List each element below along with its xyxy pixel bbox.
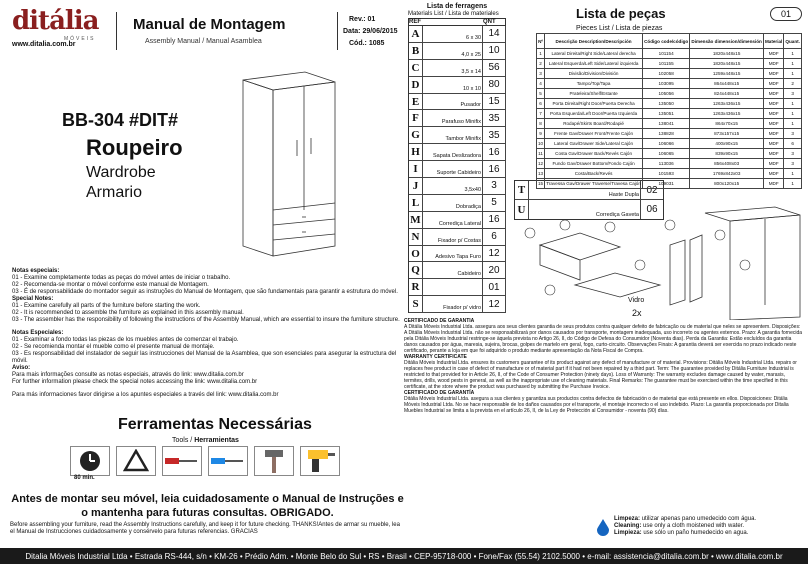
- hardware-qty: 12: [488, 298, 500, 310]
- note-en-1: 01 - Examine carefully all parts of the furniture before starting the work.: [12, 303, 201, 309]
- hardware-desc: Tambor Minifix: [423, 127, 483, 143]
- hardware-subtitle: Materials List / Lista de materiales: [408, 11, 499, 17]
- parts-cell: MDF: [763, 149, 783, 159]
- hardware-extra-desc: Haste Dupla: [529, 181, 641, 199]
- hardware-row: [409, 110, 506, 127]
- hardware-ref: G: [409, 127, 423, 143]
- hardware-qty: 80: [488, 79, 500, 91]
- parts-header-cell: Material: [763, 34, 783, 49]
- hardware-qty: 12: [488, 248, 500, 260]
- hardware-qty: 16: [488, 214, 500, 226]
- parts-cell: 1: [784, 119, 802, 129]
- product-code: BB-304 #DIT#: [62, 110, 179, 130]
- parts-row: [537, 69, 802, 79]
- note-pt-3: 03 - É de responsabilidade do montador seguir as instruções do Manual de Montagem, que são fundamentais para garantir a estrutura do móvel.: [12, 289, 398, 295]
- wardrobe-illustration: [225, 60, 345, 260]
- parts-row: [537, 139, 802, 149]
- brand-name: ditália: [12, 6, 99, 36]
- parts-cell: 11: [537, 149, 545, 159]
- hardware-ref: Q: [409, 262, 423, 278]
- footer-bar: [0, 548, 808, 564]
- hardware-desc: Cabideiro: [423, 262, 483, 278]
- parts-header-cell: Descrição Description/Descripción: [545, 34, 643, 49]
- parts-cell: MDF: [763, 139, 783, 149]
- hardware-desc: Corrediça Lateral: [423, 212, 483, 228]
- note-es-3: 03 - Es responsabilidad del instalador de seguir las instrucciones del Manual de la Asamblea, que son esenciales para asegurar la estructura del móvil.: [12, 351, 397, 364]
- hardware-qty: 16: [488, 163, 500, 175]
- hardware-qty: 10: [488, 45, 500, 57]
- note-pt-1: 01 - Examine completamente todas as peças do móvel antes de iniciar o trabalho.: [12, 275, 231, 281]
- assembly-time: 80 min.: [74, 475, 95, 481]
- parts-cell: 1: [784, 59, 802, 69]
- parts-cell: 1263x436x15: [690, 99, 764, 109]
- clean-en-label: Cleaning:: [614, 523, 642, 529]
- hardware-row: [409, 178, 506, 195]
- parts-cell: 1820x448x15: [690, 59, 764, 69]
- product-name-pt: Roupeiro: [86, 135, 183, 160]
- hardware-qty: 01: [488, 281, 500, 293]
- parts-cell: 3: [784, 129, 802, 139]
- parts-cell: MDF: [763, 59, 783, 69]
- parts-cell: MDF: [763, 129, 783, 139]
- hardware-ref: I: [409, 161, 423, 177]
- parts-cell: 3: [537, 69, 545, 79]
- code: Cód.: 1085: [349, 40, 385, 47]
- warning-pt: Antes de montar seu móvel, leia cuidadosamente o Manual de Instruções e o mantenha para futuras consultas. OBRIGADO.: [11, 493, 404, 519]
- note-es-2: 02 - Se recomienda montar el mueble como el presente manual de montaje.: [12, 344, 215, 350]
- screwdriver-icon: [162, 446, 202, 476]
- parts-cell: 135050: [643, 99, 690, 109]
- hardware-extra-qty: 06: [646, 204, 658, 215]
- parts-cell: 1: [784, 99, 802, 109]
- parts-cell: Lateral Direita/Right Side/Lateral derecha: [545, 49, 643, 59]
- parts-row: [537, 59, 802, 69]
- parts-cell: MDF: [763, 89, 783, 99]
- exploded-diagram: [520, 205, 805, 320]
- parts-cell: 102058: [643, 69, 690, 79]
- parts-cell: 824x448x15: [690, 89, 764, 99]
- parts-row: [537, 89, 802, 99]
- parts-cell: Porta Esquerda/Left Door/Puerta Izquierda: [545, 109, 643, 119]
- hardware-ref: A: [409, 26, 423, 42]
- parts-header-cell: Nº: [537, 34, 545, 49]
- hardware-row: [409, 161, 506, 178]
- parts-cell: 6: [537, 99, 545, 109]
- clean-es-label: Limpieza:: [614, 530, 642, 536]
- note-en-3: 03 - The assembler has the responsibility of following the instructions of the Assembly Manual, which are essential to insure the furniture structure.: [12, 317, 400, 323]
- product-name-en: Wardrobe: [86, 164, 156, 181]
- tools-subtitle-b: Herramientas: [194, 437, 239, 444]
- date: Data: 29/06/2015: [343, 28, 398, 35]
- hardware-qty: 3: [491, 180, 497, 192]
- clock-icon: [70, 446, 110, 476]
- warranty-en-text: Ditália Móveis Industrial Ltda. ensures its customers guarantee of its product against any defect of manufacture or of material. Provisions: Ditália Móveis Industrial Ltda. repairs or replaces free product in case of defect of manufacture or of material part if it had not been repaired by a third part. Term: The guarantee provided by Ditália Furniture Industrial is restricted to that provided for in Article 26, II, of the Code of Consumer Protection (ninety days). Loss of Warranty: The warranty excludes damage caused by water, marasis, termites, drills, wood pests in general, as well as the inappropriate use of cleaning materials. Final Remarks: The guarantee must be exercised within the time specified in this certificate, at the store where the product was purchased by submitting the Purchase Invoice.: [404, 360, 797, 390]
- glass-qty: 2x: [632, 308, 642, 318]
- hardware-desc: 3,5x40: [423, 178, 483, 194]
- notice-pt: Para mais informações consulte as notas especiais, através do link: www.ditalia.com.br: [12, 372, 244, 378]
- hardware-desc: 10 x 10: [423, 77, 483, 93]
- parts-cell: 1259x448x15: [690, 69, 764, 79]
- parts-cell: Frente Gav/Drawer Front/Frente Cajón: [545, 129, 643, 139]
- parts-cell: MDF: [763, 109, 783, 119]
- footer-text: Ditalia Móveis Industrial Ltda • Estrada RS-444, s/n • KM-26 • Prédio Adm. • Monte Belo do Sul • RS • Brasil • CEP-95718-000 • Fone/Fax (55.54) 2102.5000 • e-mail: assistencia@ditalia.com.br • www.ditalia.com.br: [25, 551, 783, 561]
- parts-row: [537, 109, 802, 119]
- parts-cell: MDF: [763, 159, 783, 169]
- parts-cell: 400x90x15: [690, 139, 764, 149]
- parts-cell: 106066: [643, 139, 690, 149]
- header-box: [116, 12, 406, 50]
- parts-cell: 3: [784, 89, 802, 99]
- hardware-row: [409, 296, 506, 313]
- hardware-row: [409, 246, 506, 263]
- parts-cell: Porta Direita/Right Door/Puerta Derecha: [545, 99, 643, 109]
- parts-cell: 2: [537, 59, 545, 69]
- parts-cell: MDF: [763, 69, 783, 79]
- hardware-ref: B: [409, 43, 423, 59]
- parts-cell: 13: [537, 169, 545, 179]
- parts-cell: MDF: [763, 79, 783, 89]
- tools-title: Ferramentas Necessárias: [118, 416, 312, 433]
- warning-en-es: Before assembling your furniture, read the Assembly Instructions carefully, and keep it for future checking. THANKS!Antes de armar su mueble, lea el Manual de Instrucciones cuidadosamente y consérvelo para futuras referencias. GRACIAS: [10, 522, 400, 535]
- parts-row: [537, 119, 802, 129]
- hardware-ref: L: [409, 195, 423, 211]
- hardware-ref: H: [409, 144, 423, 160]
- hardware-ref: D: [409, 77, 423, 93]
- clean-es: use sólo un paño humedecido en agua.: [643, 530, 749, 536]
- hardware-ref: R: [409, 279, 423, 295]
- assembly-warning: [10, 492, 405, 536]
- parts-list: [536, 6, 802, 189]
- brand-tagline: MÓVEIS: [64, 36, 96, 42]
- hardware-desc: Fixador p/ vidro: [423, 296, 483, 312]
- parts-table: [536, 33, 802, 189]
- hardware-title: Lista de ferragens: [426, 3, 488, 10]
- parts-cell: 8: [537, 119, 545, 129]
- hardware-row: [409, 279, 506, 296]
- parts-cell: 1820x448x15: [690, 49, 764, 59]
- parts-cell: 7: [537, 109, 545, 119]
- parts-row: [537, 79, 802, 89]
- parts-cell: MDF: [763, 119, 783, 129]
- parts-header-cell: Código code/código: [643, 34, 690, 49]
- hardware-ref: S: [409, 296, 423, 312]
- hardware-desc: 4,0 x 25: [423, 43, 483, 59]
- hardware-row: [409, 195, 506, 212]
- hardware-desc: 6 x 30: [423, 26, 483, 42]
- hardware-desc: [423, 279, 483, 295]
- hardware-ref: M: [409, 212, 423, 228]
- parts-cell: 1: [784, 49, 802, 59]
- hardware-ref: F: [409, 110, 423, 126]
- parts-cell: Costa Gav/Drawer Back/Revés Cajón: [545, 149, 643, 159]
- warranty-es-text: Ditália Móveis Industrial Ltda. asegura a sus clientes y garantiza sus productos contra defectos de fabricación o de material que está presente en ellos. Disposiciones: Ditália Móveis Industrial Ltda. No se hace responsable de los daños causados por el transporte, el montaje incorrecto o el uso indebido. Plazo: La garantía proporcionada por Ditalia Muebles Industrial se limita a la prevista en el artículo 26, II, de la Ley de Protección al Consumidor - noventa (90) días.: [404, 396, 789, 414]
- parts-cell: 103095: [643, 79, 690, 89]
- hammer-icon: [254, 446, 294, 476]
- warranty-text: A Ditália Móveis Industrial Ltda. assegura aos seus clientes garantia de seus produtos contra qualquer defeito de fabricação ou de material que neles se apresentem. Disposições: A Ditália Móveis Industrial Ltda. não se responsabilizará por danos causados por transporte, montagem inadequada, uso incorreto ou agentes externos. Prazo: A garantia fornecida pela Ditália Móveis Industrial restringe-se àquela prevista no Artigo 26, II, do Código de Defesa do Consumidor (Noventa dias). Perda da Garantia: Estão excluídos da garantia danos causados por água, maresia, sujeira, brocas, golpes de martelo em geral, fogo, curto-circuito. Observações Finais: A garantia deverá ser exercida no prazo indicado neste certificado, perante a loja em que foi adquirido o produto mediante apresentação da Nota Fiscal de Compra.: [404, 324, 803, 354]
- hardware-row: [409, 26, 506, 43]
- notes-pt-title: Notas especiais:: [12, 268, 60, 274]
- hardware-row: [409, 262, 506, 279]
- note-en-2: 02 - It is recommended to assemble the furniture as explained in this assembly manual.: [12, 310, 244, 316]
- parts-cell: 856x408x03: [690, 159, 764, 169]
- parts-cell: 1769x842x03: [690, 169, 764, 179]
- parts-cell: Rodapé/Skirts Board/Rodapié: [545, 119, 643, 129]
- parts-header-cell: Dimensão dimension/dimensión: [690, 34, 764, 49]
- hardware-row: [409, 77, 506, 94]
- parts-row: [537, 149, 802, 159]
- hardware-qty: 16: [488, 146, 500, 158]
- parts-cell: 12: [537, 159, 545, 169]
- hardware-qty: 15: [488, 96, 500, 107]
- hardware-extra-desc: Corrediça Gaveta: [529, 200, 641, 219]
- hardware-desc: 3,5 x 14: [423, 60, 483, 76]
- parts-cell: 101155: [643, 59, 690, 69]
- parts-cell: Divisão/Division/División: [545, 69, 643, 79]
- hardware-qty: 5: [491, 197, 497, 209]
- parts-cell: 138828: [643, 129, 690, 139]
- hardware-desc: Adesivo Tapa Furo: [423, 246, 483, 262]
- hardware-qty: 56: [488, 62, 500, 74]
- parts-cell: Lateral Esquerda/Left Side/Lateral izquierda: [545, 59, 643, 69]
- hardware-row: [409, 60, 506, 77]
- notice-es: Para más informaciones favor dirigirse a los apuntes especiales a través del link: www.ditalia.com.br: [12, 392, 279, 398]
- parts-subtitle: Pieces List / Lista de piezas: [576, 25, 663, 32]
- phillips-screwdriver-icon: [208, 446, 248, 476]
- notes-section: [12, 268, 402, 399]
- cleaning-box: [596, 516, 802, 537]
- parts-cell: 3: [784, 159, 802, 169]
- hardware-ref: O: [409, 246, 423, 262]
- hardware-qty: 6: [491, 231, 497, 243]
- parts-cell: Costa/Back/Revés: [545, 169, 643, 179]
- parts-cell: MDF: [763, 169, 783, 179]
- parts-header-cell: Quant.: [784, 34, 802, 49]
- parts-cell: 1263x436x15: [690, 109, 764, 119]
- parts-cell: 1: [784, 69, 802, 79]
- parts-cell: Tampo/Top/Tapa: [545, 79, 643, 89]
- parts-cell: 9: [537, 129, 545, 139]
- parts-cell: 1: [784, 109, 802, 119]
- tools-row: [70, 446, 340, 476]
- hardware-list: [408, 2, 506, 313]
- parts-cell: Lateral Gav/Drawer Side/Lateral Cajón: [545, 139, 643, 149]
- parts-cell: MDF: [763, 179, 783, 189]
- drill-icon: [300, 446, 340, 476]
- parts-title: Lista de peças: [576, 6, 666, 21]
- parts-cell: 101154: [643, 49, 690, 59]
- notice-en: For further information please check the special notes accessing the link: www.ditalia.com.br: [12, 379, 258, 385]
- hardware-qty: 35: [488, 129, 500, 141]
- parts-cell: 5: [537, 89, 545, 99]
- parts-cell: Fundo Gav/Drawer Bottom/Fondo Cajón: [545, 159, 643, 169]
- warranty-section: [404, 318, 804, 516]
- warranty-en-title: WARRANTY CERTIFICATE: [404, 354, 467, 360]
- hardware-desc: Suporte Cabideiro: [423, 161, 483, 177]
- clean-pt: utilizar apenas pano umedecido com água.: [641, 516, 757, 522]
- hardware-ref: C: [409, 60, 423, 76]
- hardware-extra-qty: 02: [646, 184, 658, 196]
- parts-cell: 15: [537, 179, 545, 189]
- parts-cell: 1: [784, 179, 802, 189]
- manual-subtitle: Assembly Manual / Manual Asamblea: [145, 38, 262, 45]
- parts-cell: MDF: [763, 99, 783, 109]
- parts-cell: 10: [537, 139, 545, 149]
- glass-label: Vidro: [628, 297, 645, 304]
- clean-pt-label: Limpeza:: [614, 516, 641, 522]
- hardware-extra-ref: T: [515, 181, 529, 199]
- hardware-extra-ref: U: [515, 200, 529, 219]
- parts-cell: 864x448x15: [690, 79, 764, 89]
- hardware-table: [408, 25, 506, 313]
- warranty-title: CERTIFICADO DE GARANTIA: [404, 318, 475, 324]
- parts-row: [537, 169, 802, 179]
- hardware-ref: E: [409, 94, 423, 110]
- parts-row: [537, 179, 802, 189]
- warranty-es-title: CERTIFICADO DE GARANTÍA: [404, 390, 475, 396]
- hardware-desc: Sapata Deslizadora: [423, 144, 483, 160]
- revision: Rev.: 01: [349, 16, 376, 23]
- parts-cell: 1: [784, 169, 802, 179]
- parts-row: [537, 49, 802, 59]
- hardware-col-qnt: QNT: [483, 19, 496, 25]
- parts-cell: 138041: [643, 119, 690, 129]
- tools-subtitle-a: Tools /: [172, 437, 195, 444]
- parts-cell: 864x70x15: [690, 119, 764, 129]
- parts-cell: 4: [537, 79, 545, 89]
- notice-title: Aviso:: [12, 365, 31, 371]
- parts-cell: Travessa Gav/Drawer Traverse/Travesa Cajón: [545, 179, 643, 189]
- recycle-icon: [116, 446, 156, 476]
- parts-cell: 873x157x15: [690, 129, 764, 139]
- notes-es-title: Notas Especiales:: [12, 330, 64, 336]
- parts-cell: Prateleira/Shelf/Estante: [545, 89, 643, 99]
- hardware-desc: Pusador: [423, 94, 483, 110]
- hardware-ref: N: [409, 229, 423, 245]
- note-pt-2: 02 - Recomenda-se montar o móvel conforme este manual de Montagem.: [12, 282, 209, 288]
- hardware-col-ref: REF: [409, 19, 421, 25]
- manual-title: Manual de Montagem: [133, 16, 286, 33]
- hardware-row: [409, 212, 506, 229]
- note-es-1: 01 - Examinar a fondo todas las piezas de los muebles antes de comenzar el trabajo.: [12, 337, 239, 343]
- parts-cell: 135051: [643, 109, 690, 119]
- hardware-row: [409, 144, 506, 161]
- parts-row: [537, 129, 802, 139]
- parts-page: 01: [770, 7, 802, 21]
- notes-en-title: Special Notes:: [12, 296, 54, 302]
- parts-row: [537, 99, 802, 109]
- hardware-desc: Dobradiça: [423, 195, 483, 211]
- hardware-qty: 14: [488, 28, 500, 40]
- hardware-desc: Parafuso Minifix: [423, 110, 483, 126]
- parts-cell: 105056: [643, 89, 690, 99]
- clean-en: use only a cloth moistened with water.: [643, 523, 745, 529]
- parts-cell: 113036: [643, 159, 690, 169]
- parts-cell: MDF: [763, 49, 783, 59]
- parts-cell: 109031: [643, 179, 690, 189]
- parts-cell: 3: [784, 149, 802, 159]
- hardware-row: [409, 43, 506, 60]
- hardware-desc: Fixador p/ Costas: [423, 229, 483, 245]
- hardware-row: [409, 229, 506, 246]
- product-name-es: Armario: [86, 184, 143, 201]
- parts-cell: 1: [537, 49, 545, 59]
- parts-row: [537, 159, 802, 169]
- hardware-ref: J: [409, 178, 423, 194]
- parts-cell: 2: [784, 79, 802, 89]
- parts-cell: 6: [784, 139, 802, 149]
- hardware-qty: 20: [488, 264, 500, 276]
- website-link[interactable]: www.ditalia.com.br: [12, 41, 76, 48]
- parts-cell: 101593: [643, 169, 690, 179]
- parts-cell: 106065: [643, 149, 690, 159]
- parts-cell: 839x90x15: [690, 149, 764, 159]
- hardware-row: [409, 94, 506, 111]
- tools-subtitle: [172, 436, 239, 445]
- hardware-qty: 35: [488, 112, 500, 124]
- hardware-row: [409, 127, 506, 144]
- water-drop-icon: [596, 518, 610, 536]
- parts-cell: 800x120x15: [690, 179, 764, 189]
